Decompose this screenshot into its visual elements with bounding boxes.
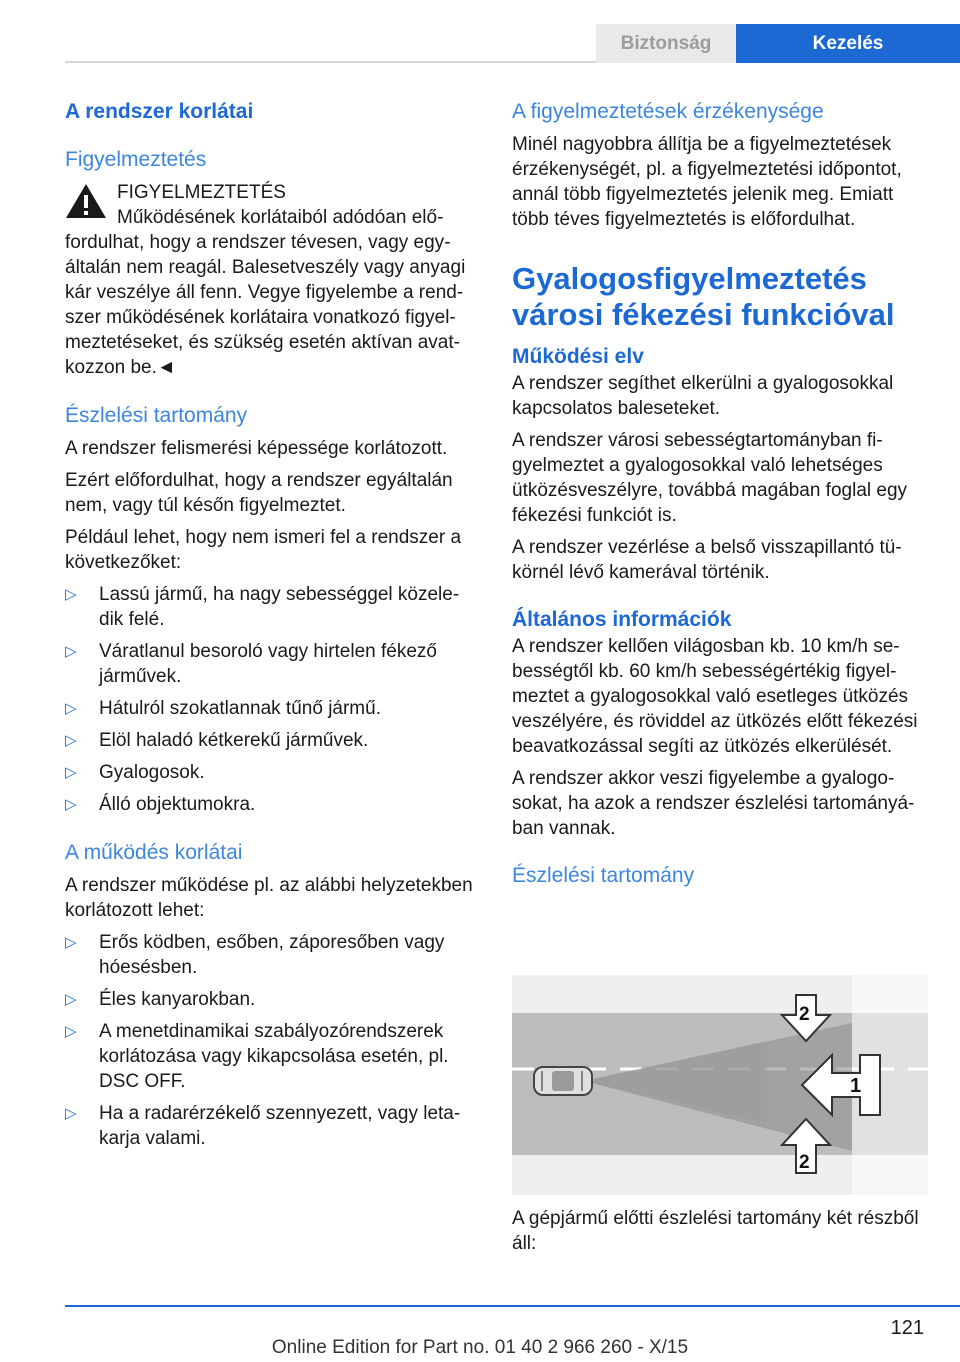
paragraph: Minél nagyobbra állítja be a figyelmeztetések érzékenységét, pl. a figyelmeztetési időpontot, annál több figyelmeztetés jelenik meg. Emiatt több téves figyelmeztetés is előfordulhat.: [512, 134, 902, 230]
warning-block: [65, 180, 477, 380]
zone-label-1: 1: [850, 1075, 862, 1097]
paragraph: A rendszer kellően világosban kb. 10 km/h sebességtől kb. 60 km/h sebességértékig figyelmeztet a gyalogosokkal való esetleges ütközés veszélyére, és röviddel az ütközés előtt fékezési beavatkozással segíti az ütközés elkerülését.: [512, 636, 918, 757]
triangle-bullet-icon: ▷: [65, 700, 77, 717]
list-item: ▷ Elöl haladó kétkerekű járművek.: [65, 730, 369, 751]
paragraph: Ezért előfordulhat, hogy a rendszer egyáltalán nem, vagy túl későn figyelmeztet.: [65, 470, 453, 516]
tab-kezeles[interactable]: Kezelés: [736, 24, 960, 63]
paragraph: A rendszer vezérlése a belső visszapillantó tükörnél lévő kamerával történik.: [512, 537, 902, 583]
list-item: ▷ A menetdinamikai szabályozórendszerek korlátozása vagy kikapcsolása esetén, pl. DSC OFF.: [65, 1021, 449, 1092]
section-title-limits: A rendszer korlátai: [65, 100, 254, 123]
right-column: [512, 98, 930, 896]
list-item: ▷ Ha a radarérzékelő szennyezett, vagy letakarja valami.: [65, 1103, 461, 1149]
triangle-bullet-icon: ▷: [65, 796, 77, 813]
triangle-bullet-icon: ▷: [65, 1023, 77, 1040]
triangle-bullet-icon: ▷: [65, 934, 77, 951]
detection-range-diagram: [512, 975, 928, 1195]
paragraph: Például lehet, hogy nem ismeri fel a rendszer a következőket:: [65, 527, 462, 573]
triangle-bullet-icon: ▷: [65, 732, 77, 749]
list-item: ▷ Álló objektumokra.: [65, 794, 256, 815]
triangle-bullet-icon: ▷: [65, 1105, 77, 1122]
triangle-bullet-icon: ▷: [65, 586, 77, 603]
main-title: Gyalogosfigyelmeztetés városi fékezési funkcióval: [512, 261, 895, 332]
paragraph: A rendszer működése pl. az alábbi helyzetekben korlátozott lehet:: [65, 875, 473, 921]
list-item: ▷ Erős ködben, esőben, záporesőben vagy hóesésben.: [65, 932, 445, 978]
edition-footer: Online Edition for Part no. 01 40 2 966 260 - X/15: [271, 1337, 689, 1358]
figure-caption: A gépjármű előtti észlelési tartomány két részből áll:: [512, 1208, 919, 1254]
list-item: ▷ Váratlanul besoroló vagy hirtelen fékező járművek.: [65, 641, 437, 687]
footer-rule: [65, 1305, 960, 1307]
warning-subtitle: Figyelmeztetés: [65, 148, 207, 171]
paragraph: A rendszer segíthet elkerülni a gyalogosokkal kapcsolatos baleseteket.: [512, 373, 894, 419]
list-item: ▷ Éles kanyarokban.: [65, 989, 256, 1010]
paragraph: A rendszer felismerési képessége korlátozott.: [65, 438, 448, 459]
sensitivity-title: A figyelmeztetések érzékenysége: [512, 100, 824, 123]
principle-title: Működési elv: [512, 345, 644, 368]
paragraph: A rendszer akkor veszi figyelembe a gyalogosokat, ha azok a rendszer észlelési tartományában vannak.: [512, 768, 915, 839]
paragraph: A rendszer városi sebességtartományban figyelmeztet a gyalogosokkal való lehetséges ütközésveszélyre, továbbá magában foglal egy fékezési funkciót is.: [512, 430, 908, 526]
detection-range-title-right: Észlelési tartomány: [512, 864, 695, 887]
list-item: ▷ Lassú jármű, ha nagy sebességgel közeledik felé.: [65, 584, 460, 630]
list-item: ▷ Gyalogosok.: [65, 762, 205, 783]
warning-icon: [65, 182, 107, 220]
function-limits-list: [65, 930, 477, 1151]
detection-range-title: Észlelési tartomány: [65, 404, 248, 427]
triangle-bullet-icon: ▷: [65, 764, 77, 781]
left-column: [65, 98, 477, 1159]
warning-text: Működésének korlátaiból adódóan előfordulhat, hogy a rendszer tévesen, vagy egyáltalán nem reagál. Balesetveszély vagy anyagi kár veszélye áll fenn. Vegye figyelembe a rendszer működésének korlátaira vonatkozó figyelmeztetéseket, és szükség esetén aktívan avatkozzon be.◄: [65, 207, 466, 378]
triangle-bullet-icon: ▷: [65, 991, 77, 1008]
page-number: 121: [890, 1317, 924, 1339]
list-item: ▷ Hátulról szokatlannak tűnő jármű.: [65, 698, 381, 719]
function-limits-title: A működés korlátai: [65, 841, 243, 864]
zone-label-2-top: 2: [799, 1004, 810, 1025]
tab-biztonsag[interactable]: Biztonság: [596, 24, 736, 63]
general-info-title: Általános információk: [512, 608, 732, 631]
car-icon: [534, 1067, 592, 1095]
triangle-bullet-icon: ▷: [65, 643, 77, 660]
detection-limits-list: [65, 582, 477, 817]
warning-heading: FIGYELMEZTETÉS: [117, 182, 286, 203]
zone-label-2-bottom: 2: [799, 1152, 810, 1173]
